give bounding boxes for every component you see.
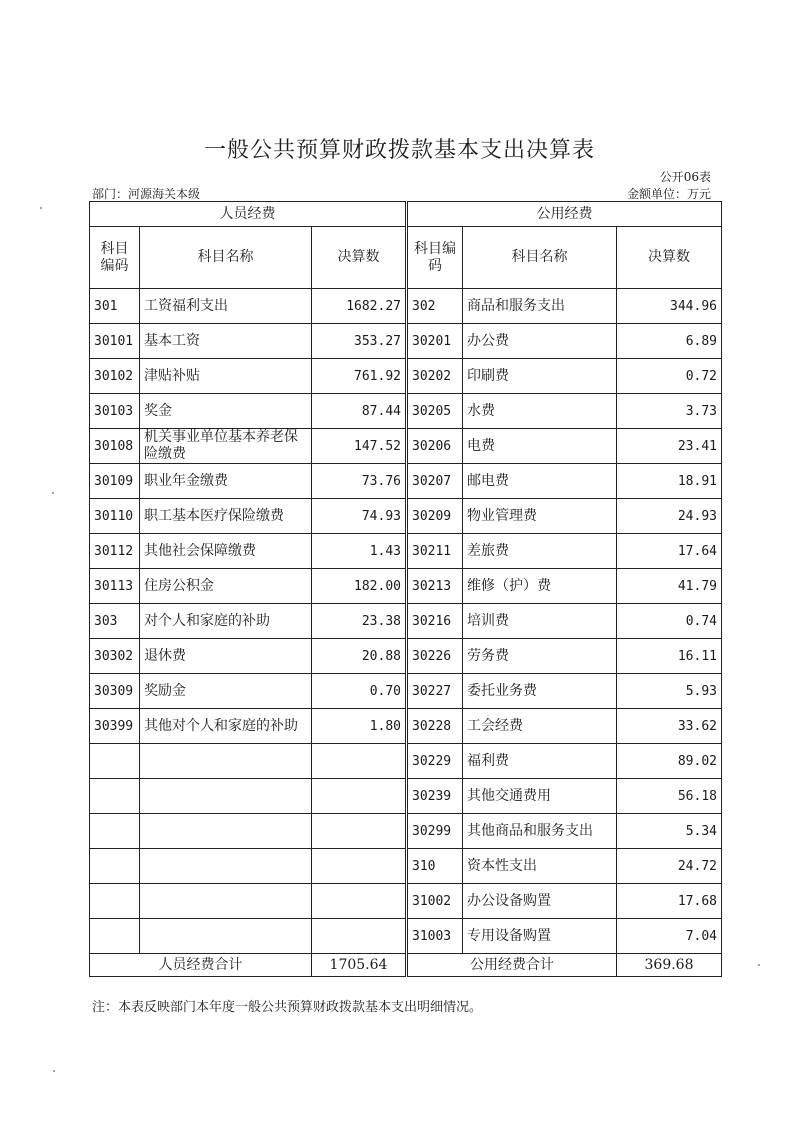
left-code-cell	[90, 814, 140, 849]
left-code-cell: 30309	[90, 674, 140, 709]
left-code-cell	[90, 779, 140, 814]
left-code-cell: 30302	[90, 639, 140, 674]
left-code-cell: 303	[90, 604, 140, 639]
right-code-cell: 31002	[407, 884, 463, 919]
left-name-cell: 住房公积金	[140, 569, 312, 604]
left-amount-cell: 1.43	[312, 534, 407, 569]
table-row	[90, 744, 722, 779]
right-name-cell: 福利费	[463, 744, 617, 779]
right-code-cell: 30229	[407, 744, 463, 779]
right-amount-cell: 6.89	[617, 324, 722, 359]
table-row	[90, 674, 722, 709]
left-code-cell: 30113	[90, 569, 140, 604]
right-code-cell: 30299	[407, 814, 463, 849]
table-row	[90, 779, 722, 814]
header-code: 科目编码	[407, 227, 463, 289]
left-amount-cell: 74.93	[312, 499, 407, 534]
group-personnel: 人员经费	[90, 202, 407, 227]
right-code-cell: 302	[407, 289, 463, 324]
left-amount-cell: 87.44	[312, 394, 407, 429]
left-name-cell: 奖金	[140, 394, 312, 429]
right-amount-cell: 56.18	[617, 779, 722, 814]
right-name-cell: 委托业务费	[463, 674, 617, 709]
left-amount-cell: 761.92	[312, 359, 407, 394]
right-name-cell: 办公费	[463, 324, 617, 359]
right-amount-cell: 24.93	[617, 499, 722, 534]
left-name-cell: 对个人和家庭的补助	[140, 604, 312, 639]
left-code-cell: 301	[90, 289, 140, 324]
left-code-cell: 30112	[90, 534, 140, 569]
right-code-cell: 30205	[407, 394, 463, 429]
table-row	[90, 499, 722, 534]
left-amount-cell	[312, 814, 407, 849]
left-amount-cell	[312, 919, 407, 954]
table-row	[90, 534, 722, 569]
left-name-cell	[140, 919, 312, 954]
right-code-cell: 30239	[407, 779, 463, 814]
group-header-row	[90, 202, 722, 227]
left-amount-cell	[312, 779, 407, 814]
left-name-cell: 津贴补贴	[140, 359, 312, 394]
form-number: 公开06表	[659, 170, 711, 184]
left-code-cell	[90, 744, 140, 779]
table-row	[90, 289, 722, 324]
right-code-cell: 30227	[407, 674, 463, 709]
table-row	[90, 429, 722, 464]
header-name: 科目名称	[140, 227, 312, 289]
right-name-cell: 差旅费	[463, 534, 617, 569]
right-name-cell: 商品和服务支出	[463, 289, 617, 324]
table-row	[90, 849, 722, 884]
right-name-cell: 其他商品和服务支出	[463, 814, 617, 849]
right-amount-cell: 16.11	[617, 639, 722, 674]
scan-speck	[40, 207, 42, 209]
left-amount-cell: 23.38	[312, 604, 407, 639]
left-code-cell	[90, 884, 140, 919]
table-row	[90, 604, 722, 639]
table-row	[90, 464, 722, 499]
scan-speck	[758, 964, 760, 966]
public-total-label: 公用经费合计	[407, 954, 617, 977]
left-code-cell: 30399	[90, 709, 140, 744]
personnel-total-label: 人员经费合计	[90, 954, 312, 977]
table-row	[90, 919, 722, 954]
right-name-cell: 水费	[463, 394, 617, 429]
left-amount-cell: 20.88	[312, 639, 407, 674]
right-name-cell: 物业管理费	[463, 499, 617, 534]
personnel-total-amount: 1705.64	[312, 954, 407, 977]
right-name-cell: 邮电费	[463, 464, 617, 499]
left-code-cell: 30103	[90, 394, 140, 429]
header-code: 科目编码	[90, 227, 140, 289]
header-name: 科目名称	[463, 227, 617, 289]
left-amount-cell: 353.27	[312, 324, 407, 359]
left-code-cell: 30110	[90, 499, 140, 534]
left-name-cell: 机关事业单位基本养老保险缴费	[140, 429, 312, 464]
right-amount-cell: 89.02	[617, 744, 722, 779]
left-amount-cell: 0.70	[312, 674, 407, 709]
left-name-cell	[140, 849, 312, 884]
scan-speck	[52, 492, 54, 494]
left-amount-cell: 1.80	[312, 709, 407, 744]
table-row	[90, 814, 722, 849]
left-amount-cell: 182.00	[312, 569, 407, 604]
department-label: 部门：河源海关本级	[92, 187, 201, 201]
right-code-cell: 31003	[407, 919, 463, 954]
unit-label: 金额单位：万元	[626, 187, 711, 201]
left-amount-cell	[312, 884, 407, 919]
right-amount-cell: 5.34	[617, 814, 722, 849]
right-amount-cell: 7.04	[617, 919, 722, 954]
right-code-cell: 30226	[407, 639, 463, 674]
right-name-cell: 其他交通费用	[463, 779, 617, 814]
right-code-cell: 30209	[407, 499, 463, 534]
right-code-cell: 310	[407, 849, 463, 884]
header-amount: 决算数	[617, 227, 722, 289]
right-amount-cell: 33.62	[617, 709, 722, 744]
left-code-cell: 30109	[90, 464, 140, 499]
left-name-cell: 其他社会保障缴费	[140, 534, 312, 569]
table-row	[90, 709, 722, 744]
left-name-cell: 工资福利支出	[140, 289, 312, 324]
right-name-cell: 专用设备购置	[463, 919, 617, 954]
left-amount-cell: 1682.27	[312, 289, 407, 324]
footnote: 注：本表反映部门本年度一般公共预算财政拨款基本支出明细情况。	[92, 1000, 483, 1015]
page-title: 一般公共预算财政拨款基本支出决算表	[203, 138, 595, 163]
left-name-cell	[140, 814, 312, 849]
left-name-cell	[140, 779, 312, 814]
table-row	[90, 639, 722, 674]
table-row	[90, 884, 722, 919]
right-amount-cell: 0.74	[617, 604, 722, 639]
left-code-cell: 30101	[90, 324, 140, 359]
left-code-cell	[90, 849, 140, 884]
totals-row	[90, 954, 722, 977]
left-name-cell: 职工基本医疗保险缴费	[140, 499, 312, 534]
right-code-cell: 30202	[407, 359, 463, 394]
right-name-cell: 印刷费	[463, 359, 617, 394]
right-name-cell: 工会经费	[463, 709, 617, 744]
left-amount-cell: 73.76	[312, 464, 407, 499]
header-amount: 决算数	[312, 227, 407, 289]
right-code-cell: 30206	[407, 429, 463, 464]
right-amount-cell: 23.41	[617, 429, 722, 464]
right-code-cell: 30228	[407, 709, 463, 744]
right-name-cell: 劳务费	[463, 639, 617, 674]
right-code-cell: 30216	[407, 604, 463, 639]
left-name-cell	[140, 744, 312, 779]
table-row	[90, 394, 722, 429]
right-amount-cell: 3.73	[617, 394, 722, 429]
table-row	[90, 324, 722, 359]
right-code-cell: 30211	[407, 534, 463, 569]
right-name-cell: 维修（护）费	[463, 569, 617, 604]
left-amount-cell	[312, 849, 407, 884]
expenditure-table	[89, 201, 722, 977]
table-row	[90, 569, 722, 604]
left-name-cell: 奖励金	[140, 674, 312, 709]
scan-speck	[53, 1070, 55, 1072]
left-amount-cell	[312, 744, 407, 779]
right-name-cell: 资本性支出	[463, 849, 617, 884]
left-code-cell: 30102	[90, 359, 140, 394]
left-code-cell: 30108	[90, 429, 140, 464]
left-amount-cell: 147.52	[312, 429, 407, 464]
right-name-cell: 电费	[463, 429, 617, 464]
right-amount-cell: 24.72	[617, 849, 722, 884]
left-name-cell: 其他对个人和家庭的补助	[140, 709, 312, 744]
group-public: 公用经费	[407, 202, 722, 227]
left-name-cell: 退休费	[140, 639, 312, 674]
left-code-cell	[90, 919, 140, 954]
right-name-cell: 培训费	[463, 604, 617, 639]
left-name-cell: 基本工资	[140, 324, 312, 359]
right-code-cell: 30201	[407, 324, 463, 359]
right-name-cell: 办公设备购置	[463, 884, 617, 919]
right-amount-cell: 18.91	[617, 464, 722, 499]
right-amount-cell: 17.64	[617, 534, 722, 569]
right-amount-cell: 41.79	[617, 569, 722, 604]
right-code-cell: 30213	[407, 569, 463, 604]
public-total-amount: 369.68	[617, 954, 722, 977]
right-code-cell: 30207	[407, 464, 463, 499]
right-amount-cell: 344.96	[617, 289, 722, 324]
right-amount-cell: 17.68	[617, 884, 722, 919]
right-amount-cell: 0.72	[617, 359, 722, 394]
right-amount-cell: 5.93	[617, 674, 722, 709]
left-name-cell	[140, 884, 312, 919]
left-name-cell: 职业年金缴费	[140, 464, 312, 499]
column-header-row	[90, 227, 722, 289]
table-row	[90, 359, 722, 394]
